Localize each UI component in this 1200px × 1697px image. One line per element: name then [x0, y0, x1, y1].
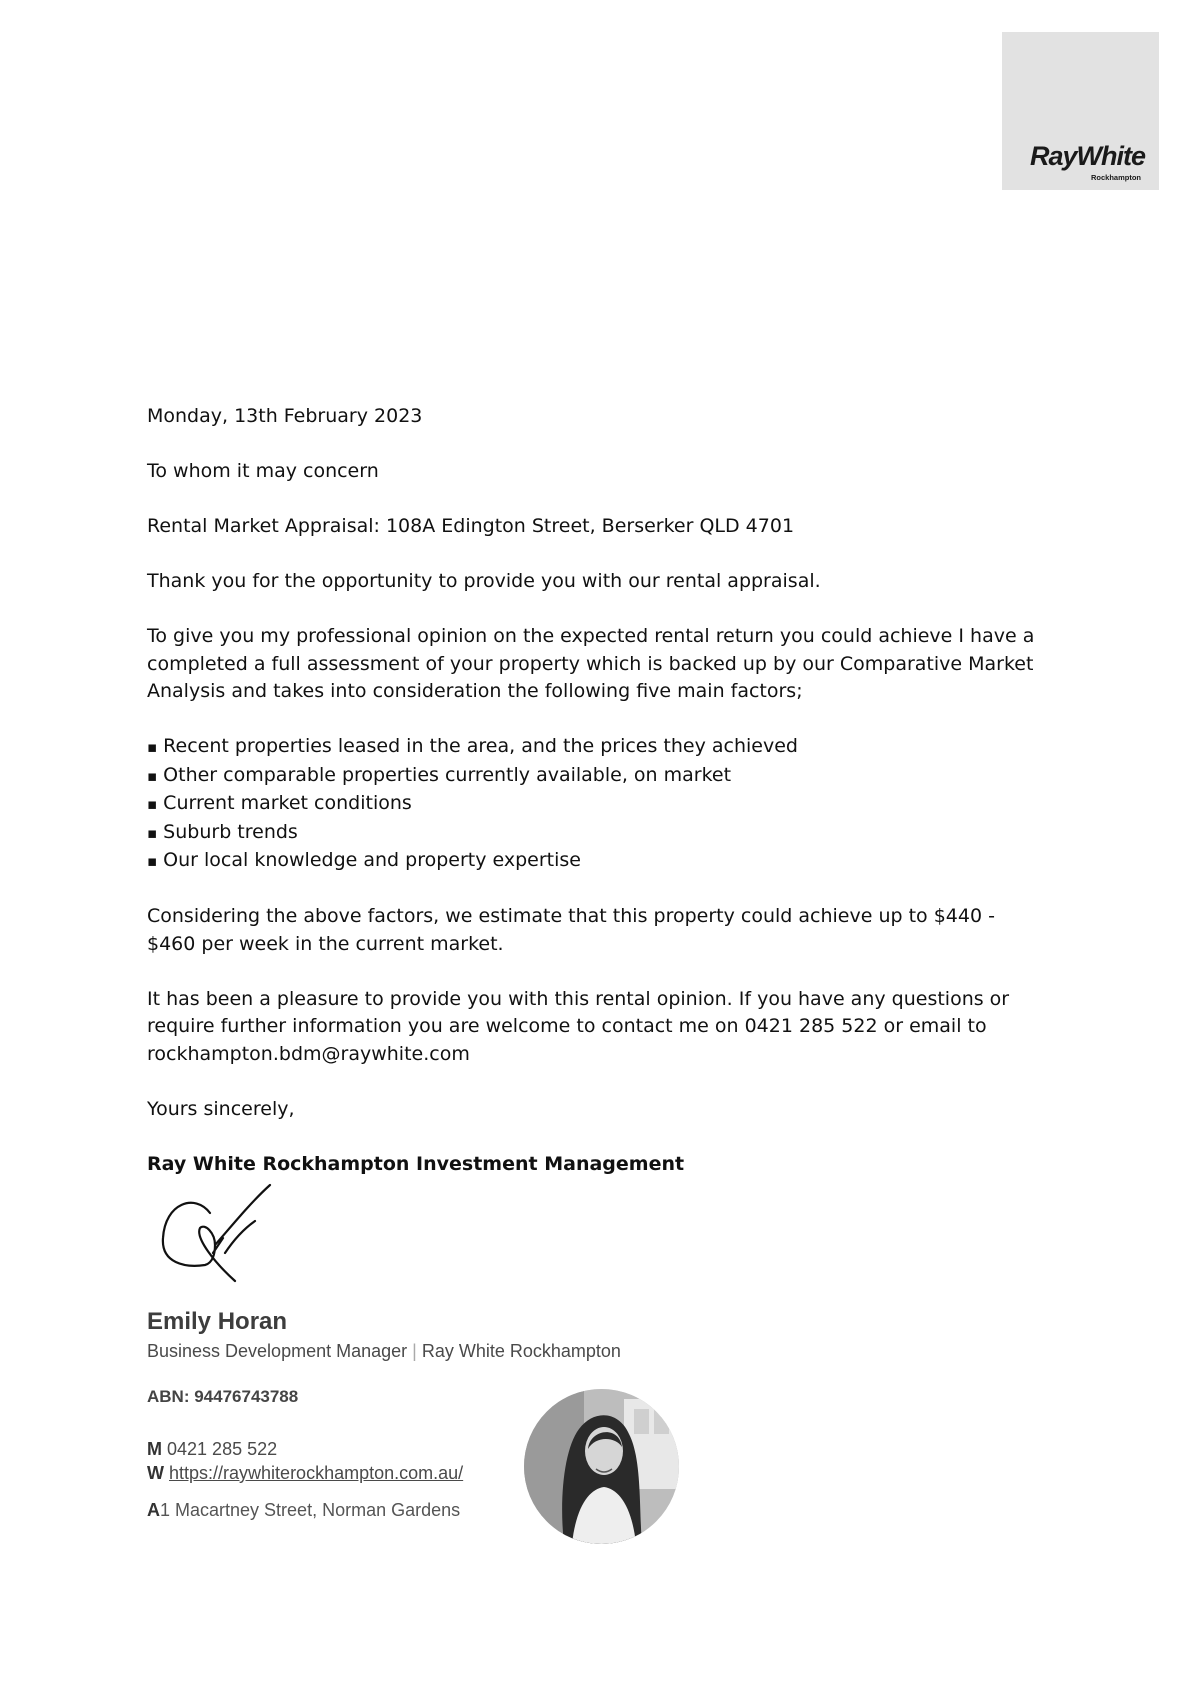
logo-office-text: Rockhampton — [1090, 173, 1141, 182]
website-link[interactable]: https://raywhiterockhampton.com.au/ — [169, 1463, 464, 1483]
signatory-office: Ray White Rockhampton — [421, 1341, 621, 1361]
signatory-name: Emily Horan — [147, 1308, 288, 1335]
factor-item: ▪ Suburb trends — [147, 819, 1047, 848]
address-line — [147, 1500, 460, 1521]
handwritten-signature — [155, 1183, 285, 1283]
contact-details — [147, 1437, 463, 1485]
letter-closing: Yours sincerely, — [147, 1097, 295, 1120]
address-label: A — [147, 1500, 160, 1520]
mobile-number: 0421 285 522 — [167, 1439, 278, 1459]
factors-list — [147, 733, 1047, 876]
title-separator: | — [412, 1341, 417, 1361]
letter-contact-note: It has been a pleasure to provide you with this rental opinion. If you have any questions or require further information you are welcome to contact me on 0421 285 522 or email to rockhampton.bdm@raywhite.com — [147, 987, 1010, 1065]
letter-thanks: Thank you for the opportunity to provide you with our rental appraisal. — [147, 570, 821, 592]
raywhite-logo — [1002, 32, 1159, 190]
letter-subject: Rental Market Appraisal: 108A Edington Street, Berserker QLD 4701 — [147, 515, 795, 537]
factor-item: ▪ Recent properties leased in the area, and the prices they achieved — [147, 733, 1047, 762]
profile-photo — [524, 1389, 679, 1544]
letter-intro: To give you my professional opinion on the expected rental return you could achieve I have a completed a full assessment of your property which is backed up by our Comparative Market Analysis and takes into consideration the following five main factors; — [147, 625, 1035, 702]
signature-block — [147, 1308, 747, 1362]
signatory-role: Business Development Manager — [147, 1341, 408, 1361]
website-label: W — [147, 1463, 164, 1483]
letter-date: Monday, 13th February 2023 — [147, 405, 423, 427]
factor-item: ▪ Other comparable properties currently available, on market — [147, 762, 1047, 791]
letter-salutation: To whom it may concern — [147, 460, 379, 482]
portrait-image — [524, 1389, 679, 1544]
factor-item: ▪ Current market conditions — [147, 790, 1047, 819]
logo-brand-text: RayWhite — [1029, 141, 1145, 171]
signatory-title — [147, 1340, 747, 1362]
letter-body — [147, 403, 1047, 1206]
website-line — [147, 1461, 463, 1485]
abn-number: ABN: 94476743788 — [147, 1387, 299, 1406]
letter-company: Ray White Rockhampton Investment Management — [147, 1152, 685, 1175]
letter-estimate: Considering the above factors, we estimate that this property could achieve up to $440 - $460 per week in the current market. — [147, 905, 995, 955]
mobile-line — [147, 1437, 463, 1461]
address-text: 1 Macartney Street, Norman Gardens — [160, 1500, 461, 1520]
mobile-label: M — [147, 1439, 162, 1459]
factor-item: ▪ Our local knowledge and property expertise — [147, 847, 1047, 876]
